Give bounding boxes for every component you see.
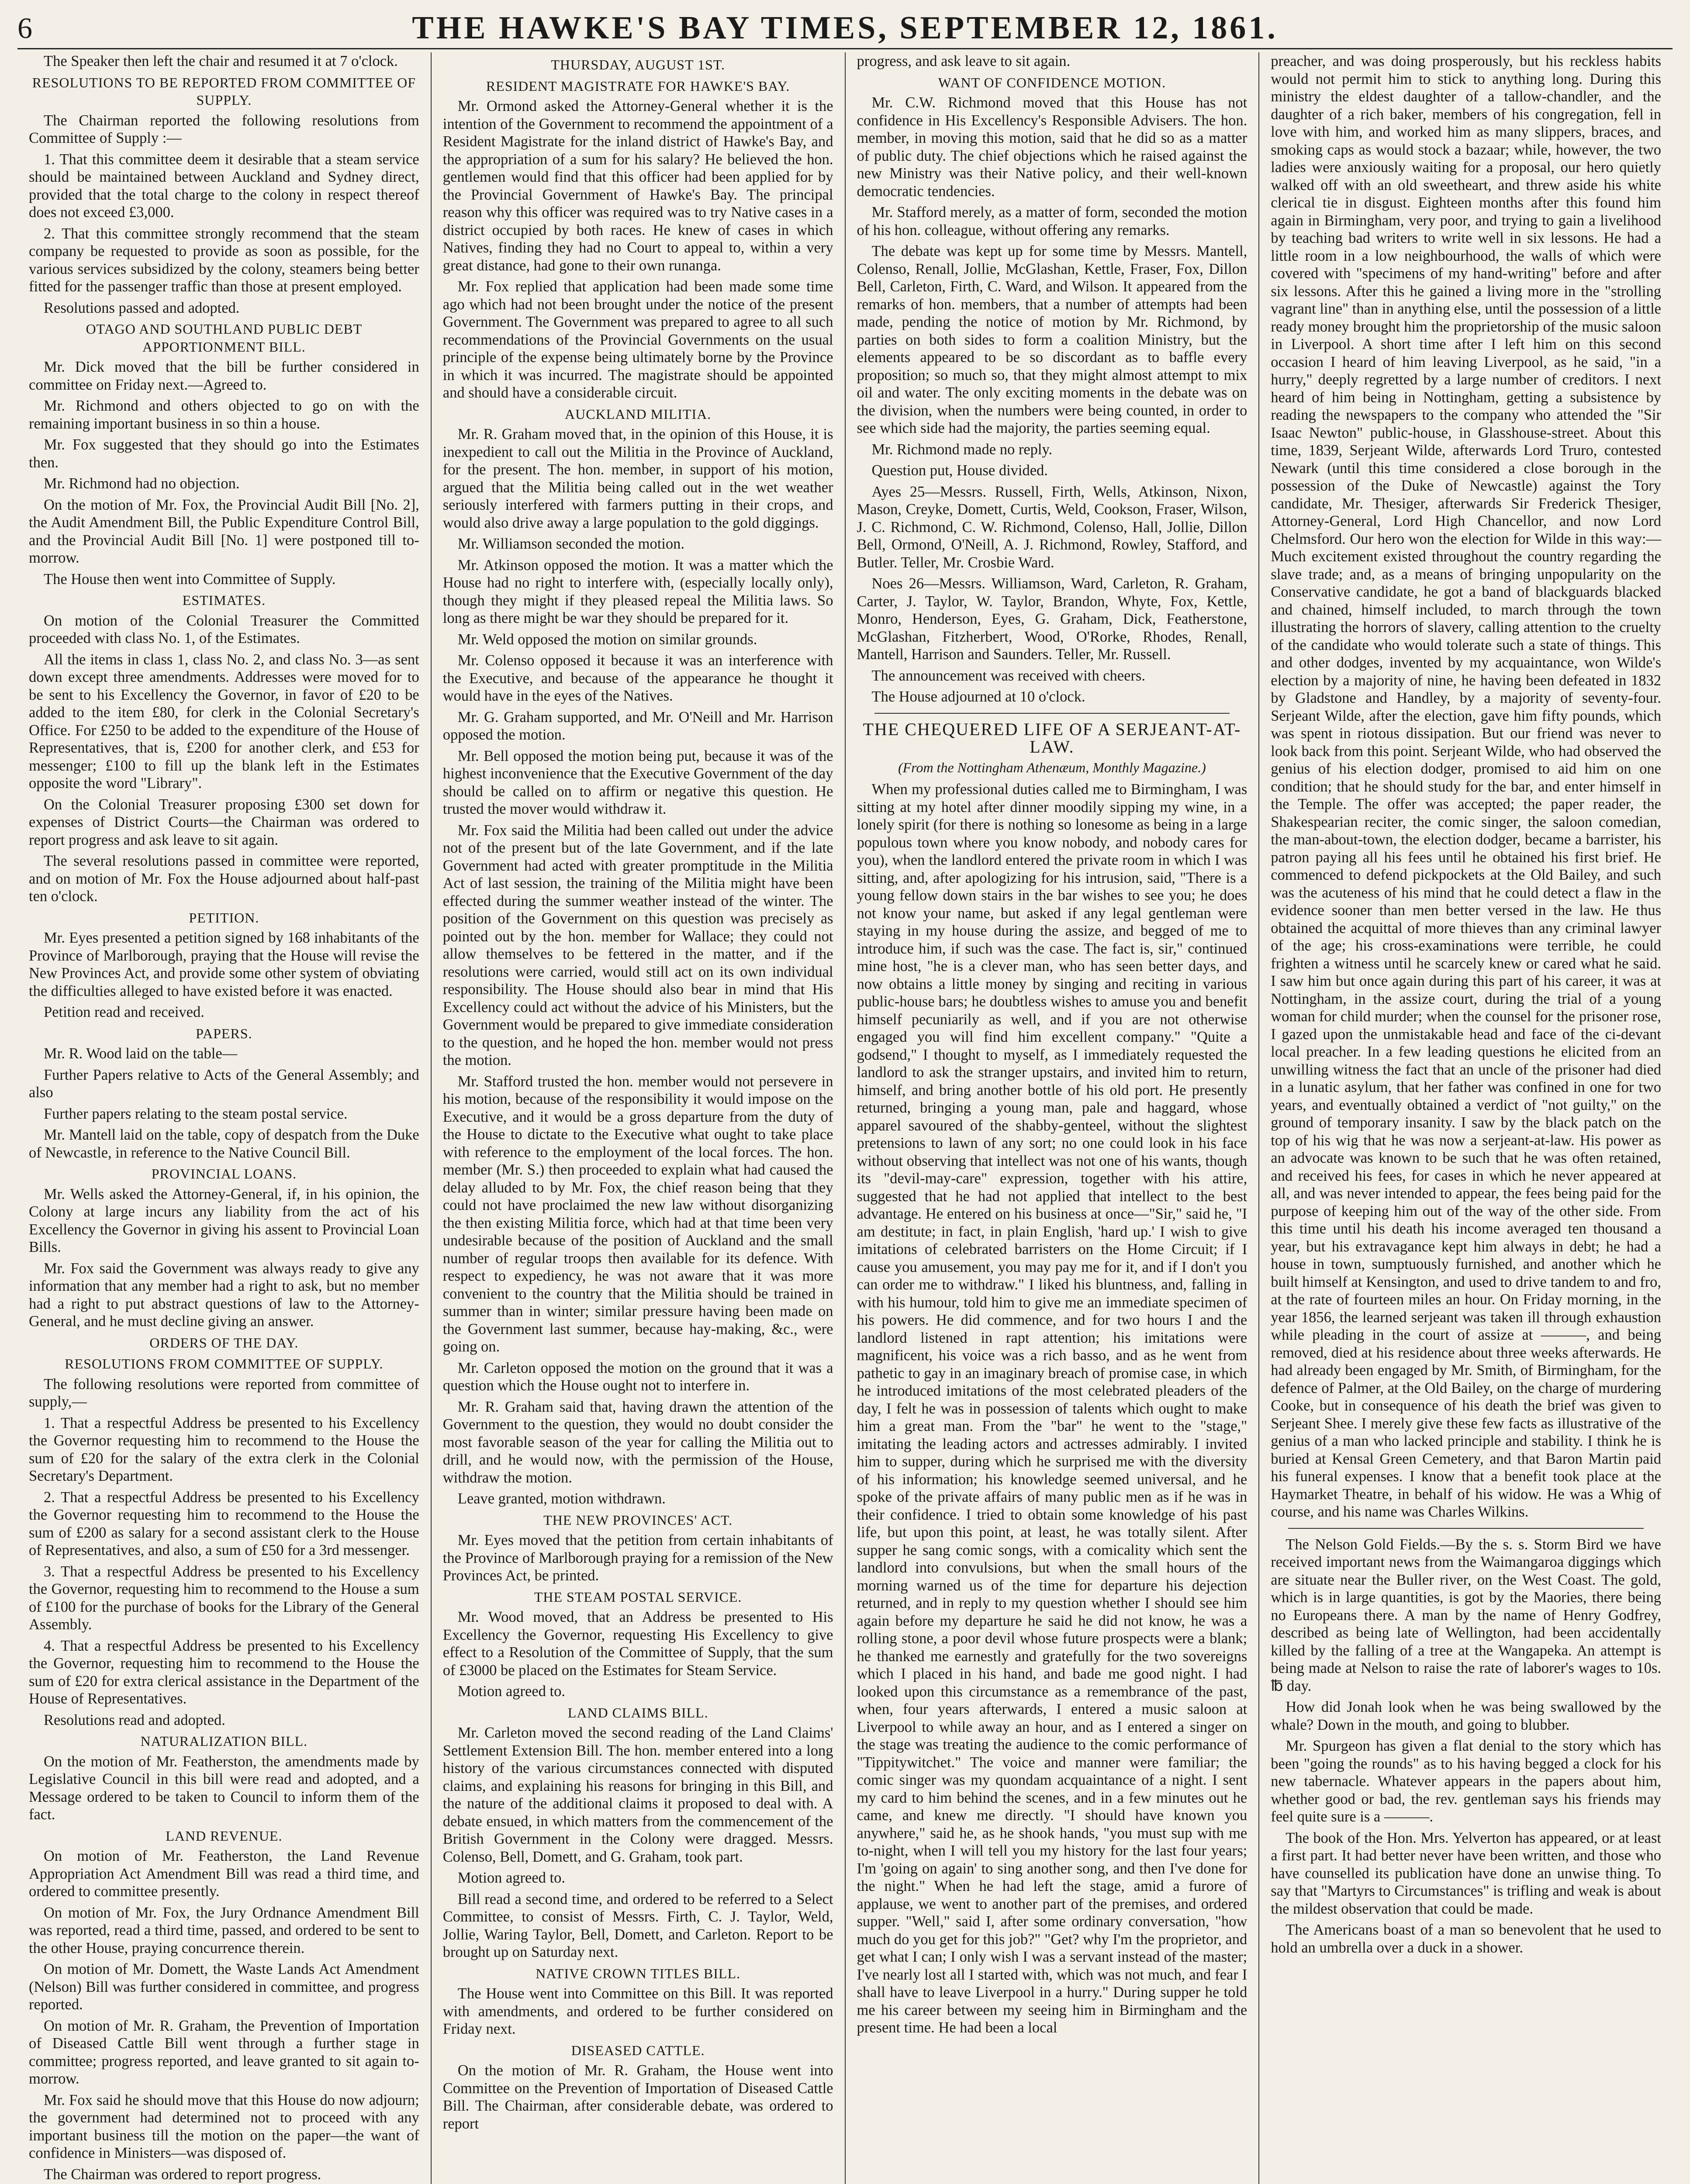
section-heading: RESOLUTIONS FROM COMMITTEE OF SUPPLY. bbox=[65, 1356, 384, 1372]
section-heading: RESOLUTIONS TO BE REPORTED FROM COMMITTEE OF SUPPLY. bbox=[32, 74, 416, 108]
paragraph: Mr. C.W. Richmond moved that this House has not confidence in His Excellency's Responsible Advisers. The hon. member, in moving this motion, said that he did so as a matter of public duty. The chief objections which he raised against the new Ministry was their Native policy, and their well-known democratic tendencies. bbox=[857, 94, 1248, 200]
section-heading: AUCKLAND MILITIA. bbox=[565, 406, 712, 422]
paragraph: The Nelson Gold Fields.—By the s. s. Storm Bird we have received important news from the Waimangaroa diggings which are situate near the Buller river, on the West Coast. The gold, which is in large quantities, is got by the Maories, there being no Europeans there. A man by the name of Henry Godfrey, described as being late of Wellington, had been accidentally killed by the falling of a tree at the Wangapeka. An attempt is being made at Nelson to raise the rate of laborer's wages to 10s. ℔ day. bbox=[1271, 1536, 1661, 1694]
article-title: THE CHEQUERED LIFE OF A SERJEANT-AT-LAW. bbox=[863, 719, 1241, 757]
paragraph: How did Jonah look when he was being swallowed by the whale? Down in the mouth, and going to blubber. bbox=[1271, 1699, 1661, 1733]
paragraph: On motion of Mr. Domett, the Waste Lands Act Amendment (Nelson) Bill was further considered in committee, and progress reported. bbox=[29, 1961, 419, 2013]
paragraph: On motion of the Colonial Treasurer the Committed proceeded with class No. 1, of the Estimates. bbox=[29, 612, 419, 646]
section-heading: THURSDAY, AUGUST 1ST. bbox=[551, 57, 725, 73]
column-1 bbox=[17, 52, 432, 2184]
paragraph: On the motion of Mr. Featherston, the amendments made by Legislative Council in this bill were read and adopted, and a Message ordered to be taken to Council to inform them of the fact. bbox=[29, 1753, 419, 1823]
paragraph: Mr. Stafford trusted the hon. member would not persevere in his motion, because of the responsibility it would impose on the Executive, and it would be a gross departure from the duty of the House to dictate to the Executive what ought to take place with reference to the employment of the local forces. The hon. member (Mr. S.) then proceeded to explain what had caused the delay alluded to by Mr. Fox, the chief reason being that they could not have proclaimed the new law without disorganizing the then existing Militia force, which had at that time been very undesirable because of the position of Auckland and the small number of regular troops then available for its defence. With respect to expediency, he was not aware that it was more convenient to the country that the Militia should be trained in summer than in winter; similar pressure having been made on the Government last summer, because hay-making, &c., were going on. bbox=[442, 1073, 833, 1355]
section-heading: NATIVE CROWN TITLES BILL. bbox=[536, 1965, 741, 1981]
paragraph-continued: progress, and ask leave to sit again. bbox=[857, 53, 1071, 69]
paragraph: Resolutions read and adopted. bbox=[44, 1711, 225, 1728]
masthead bbox=[17, 8, 1673, 49]
paragraph: Mr. Eyes presented a petition signed by 168 inhabitants of the Province of Marlborough, praying that the House will revise the New Provinces Act, and provide some other system of obviating the difficulties alleged to have existed before it was enacted. bbox=[29, 930, 419, 999]
paragraph: Noes 26—Messrs. Williamson, Ward, Carleton, R. Graham, Carter, J. Taylor, W. Taylor, Brandon, Whyte, Fox, Kettle, Monro, Henderson, Eyes, G. Graham, Dick, Featherstone, McGlashan, Fitzherbert, Wood, O'Rorke, Rhodes, Renall, Mantell, Harrison and Saunders. Teller, Mr. Russell. bbox=[857, 575, 1248, 663]
paragraph: The Chairman reported the following resolutions from Committee of Supply :— bbox=[29, 112, 419, 146]
paragraph: 3. That a respectful Address be presented to his Excellency the Governor, requesting him to recommend to the House a sum of £100 for the purchase of books for the Library of the General Assembly. bbox=[29, 1563, 419, 1633]
paragraph: 4. That a respectful Address be presented to his Excellency the Governor, requesting him to recommend to the House the sum of £20 for extra clerical assistance in the Department of the House of Representatives. bbox=[29, 1637, 419, 1707]
paragraph: The book of the Hon. Mrs. Yelverton has appeared, or at least a first part. It had better never have been written, and those who have counselled its publication have done an unwise thing. To say that "Martyrs to Circumstances" is trifling and weak is about the mildest observation that could be made. bbox=[1271, 1829, 1661, 1917]
paragraph: On motion of Mr. Fox, the Jury Ordnance Amendment Bill was reported, read a third time, passed, and ordered to be sent to the other House, praying concurrence therein. bbox=[29, 1904, 419, 1956]
paragraph: On the motion of Mr. R. Graham, the House went into Committee on the Prevention of Importation of Diseased Cattle Bill. The Chairman, after considerable debate, was ordered to report bbox=[442, 2062, 833, 2132]
paragraph: Mr. Ormond asked the Attorney-General whether it is the intention of the Government to recommend the appointment of a Resident Magistrate for the inland district of Hawke's Bay, and the appropriation of a sum for his salary? He believed the hon. gentlemen would find that this officer had been applied for by the Provincial Government of Hawke's Bay. The principal reason why this officer was required was to try Native cases in a district occupied by both races. He knew of cases in which Natives, finding they had no Court to appeal to, within a very great distance, had gone to their own runanga. bbox=[442, 98, 833, 274]
paragraph: All the items in class 1, class No. 2, and class No. 3—as sent down except three amendments. Addresses were moved for to be sent to his Excellency the Governor, in favor of £20 to be added to the item £80, for clerk in the Colonial Secretary's Office. For £250 to be added to the expenditure of the House of Representatives, that is, £200 for another clerk, and £53 for messenger; £100 to fill up the blank left in the Estimates opposite the word "Library". bbox=[29, 651, 419, 791]
paragraph: On the motion of Mr. Fox, the Provincial Audit Bill [No. 2], the Audit Amendment Bill, the Public Expenditure Control Bill, and the Provincial Audit Bill [No. 1] were postponed till to-morrow. bbox=[29, 496, 419, 566]
paragraph: The Speaker then left the chair and resumed it at 7 o'clock. bbox=[44, 53, 398, 69]
section-heading: RESIDENT MAGISTRATE FOR HAWKE'S BAY. bbox=[486, 78, 790, 94]
section-rule bbox=[1288, 1528, 1644, 1529]
paragraph: Further Papers relative to Acts of the General Assembly; and also bbox=[29, 1066, 419, 1101]
section-heading: PAPERS. bbox=[196, 1025, 252, 1041]
paragraph: The debate was kept up for some time by Messrs. Mantell, Colenso, Renall, Jollie, McGlashan, Kettle, Fraser, Fox, Dillon Bell, Carleton, Firth, C. Ward, and Wilson. It appeared from the remarks of hon. members, that a number of attempts had been made, pending the notice of motion by Mr. Richmond, by parties on both sides to form a coalition Ministry, but the elements appeared to be so discordant as to baffle every proposition; so much so, that they might almost attempt to mix oil and water. The only exciting moments in the debate was on the division, when the numbers were being counted, in order to see which side had the majority, the parties seeming equal. bbox=[857, 243, 1248, 436]
paragraph: Mr. Dick moved that the bill be further considered in committee on Friday next.—Agreed to. bbox=[29, 359, 419, 393]
paragraph: Motion agreed to. bbox=[457, 1683, 565, 1700]
section-heading: PROVINCIAL LOANS. bbox=[151, 1166, 297, 1182]
paragraph: On the Colonial Treasurer proposing £300 set down for expenses of District Courts—the Chairman was ordered to report progress and ask leave to sit again. bbox=[29, 796, 419, 848]
paragraph: Mr. Fox suggested that they should go into the Estimates then. bbox=[29, 436, 419, 471]
paragraph: Mr. R. Graham moved that, in the opinion of this House, it is inexpedient to call out the Militia in the Province of Auckland, for the present. The hon. member, in support of his motion, argued that the Militia being called out in the wet weather seriously interfered with farmers putting in their crops, and would also drive away a large population to the gold diggings. bbox=[442, 426, 833, 531]
paragraph: The Americans boast of a man so benevolent that he used to hold an umbrella over a duck in a shower. bbox=[1271, 1921, 1661, 1956]
paragraph: On motion of Mr. R. Graham, the Prevention of Importation of Diseased Cattle Bill went through a further stage in committee; progress reported, and leave granted to sit again to-morrow. bbox=[29, 2017, 419, 2087]
section-heading: ORDERS OF THE DAY. bbox=[149, 1334, 299, 1351]
paragraph: On motion of Mr. Featherston, the Land Revenue Appropriation Act Amendment Bill was read a third time, and ordered to committee presently. bbox=[29, 1848, 419, 1900]
section-rule bbox=[874, 713, 1230, 714]
paragraph: Mr. Colenso opposed it because it was an interference with the Executive, and because of the appearance he thought it would have in the eyes of the Natives. bbox=[442, 652, 833, 704]
section-heading: LAND CLAIMS BILL. bbox=[567, 1704, 708, 1721]
paragraph: Mr. Richmond had no objection. bbox=[44, 475, 240, 492]
newspaper-title: THE HAWKE'S BAY TIMES, SEPTEMBER 12, 1861. bbox=[412, 10, 1278, 46]
section-heading: THE NEW PROVINCES' ACT. bbox=[543, 1512, 733, 1528]
column-2 bbox=[432, 52, 846, 2184]
paragraph: Resolutions passed and adopted. bbox=[44, 299, 240, 316]
paragraph: Mr. R. Graham said that, having drawn the attention of the Government to the question, they would no doubt consider the most favorable season of the year for calling the Militia out to drill, and he would now, with the permission of the House, withdraw the motion. bbox=[442, 1398, 833, 1486]
section-heading: THE STEAM POSTAL SERVICE. bbox=[534, 1589, 742, 1605]
paragraph: Mr. Weld opposed the motion on similar grounds. bbox=[457, 631, 757, 648]
article-subtitle: (From the Nottingham Athenæum, Monthly Magazine.) bbox=[898, 759, 1206, 775]
column-3 bbox=[846, 52, 1260, 2184]
section-heading: LAND REVENUE. bbox=[166, 1828, 283, 1844]
paragraph: Mr. Carleton moved the second reading of the Land Claims' Settlement Extension Bill. The hon. member entered into a long history of the various circumstances connected with disputed claims, and explaining his reasons for bringing in this Bill, and the nature of the additional claims it proposed to deal with. A debate ensued, in which matters from the commencement of the British Government in the Colony were dragged. Messrs. Colenso, Bell, Domett, and G. Graham, took part. bbox=[442, 1724, 833, 1865]
paragraph: The House went into Committee on this Bill. It was reported with amendments, and ordered to be further considered on Friday next. bbox=[442, 1985, 833, 2037]
paragraph: Mr. Bell opposed the motion being put, because it was of the highest inconvenience that the Executive Government of the day should be called on to affirm or negative this question. He trusted the mover would withdraw it. bbox=[442, 747, 833, 817]
paragraph-continued: preacher, and was doing prosperously, but his reckless habits would not permit him to stick to anything long. During this ministry the eldest daughter of a tallow-chandler, and the daughter of a rich baker, members of his congregation, fell in love with him, and worked him as many slippers, braces, and smoking caps as would stock a bazaar; while, however, the two ladies were anxiously waiting for a proposal, our hero quietly walked off with an old sweetheart, and threw aside his white clerical tie in disgust. Eighteen months after this found him again in Birmingham, very poor, and trying to gain a livelihood by teaching bad writers to write well in six lessons. He had a little room in a low neighbourhood, the walls of which were covered with "specimens of my hand-writing" before and after six lessons. After this he gained a living more in the "strolling vagrant line" than in anything else, until the possession of a little ready money brought him the proprietorship of the music saloon in Liverpool. A short time after I left him on this second occasion I heard of him leaving Liverpool, as he said, "in a hurry," deeply regretted by a large number of creditors. I next heard of him being in Nottingham, getting a subsistence by reading the newspapers to the company who attended the "Sir Isaac Newton" public-house, in Glasshouse-street. About this time, 1839, Serjeant Wilde, afterwards Lord Truro, contested Newark (until this time considered a close borough in the possession of the Duke of Newcastle) against the Tory candidate, Mr. Thesiger, afterwards Sir Frederick Thesiger, Attorney-General, Lord High Chancellor, and now Lord Chelmsford. Our hero won the election for Wilde in this way:—Much excitement existed throughout the country regarding the slave trade; and, as a means of bringing unpopularity on the Conservative candidate, he got a band of blackguards blacked and chained, himself included, to march through the town illustrating the horrors of slavery, calling attention to the cruelty of the candidate who would tolerate such a state of things. This and other dodges, invented by my acquaintance, won Wilde's election by a majority of nine, he having been defeated in 1832 by Gladstone and Handley, by a majority of seventy-four. Serjeant Wilde, after the election, gave him fifty pounds, which was spent in riotous dissipation. But our friend was never to look back from this point. Serjeant Wilde, who had observed the genius of his election dodger, promised to aid him on one condition; that he should study for the bar, and enter himself in the Temple. The offer was accepted; the paper reader, the Shakespearian reciter, the comic singer, the saloon comedian, the man-about-town, the election dodger, became a barrister, his patron paying all his fees until he obtained his first brief. He commenced to defend pickpockets at the Old Bailey, and such was the acuteness of his mind that he could detect a flaw in the evidence sooner than men better versed in the law. He thus obtained the acquittal of more thieves than any criminal lawyer of the age; his cross-examinations were terrible, he could frighten a witness until he scarcely knew or cared what he said. I saw him but once again during this part of his career, it was at Nottingham, in the assize court, during the trial of a young woman for child murder; when the counsel for the prisoner rose, I gazed upon the unmistakable head and face of the ci-devant local preacher. In a few leading questions he elicited from an unwilling witness the fact that an uncle of the prisoner had died in a lunatic asylum, that her father was confined in one for two years, and eventually obtained a verdict of "not guilty," on the ground of temporary insanity. I saw by the black patch on the top of his wig that he was now a serjeant-at-law. His power as an advocate was known to be such that he was often retained, and received his fees, for cases in which he never appeared at all, and was never intended to appear, the fees being paid for the purpose of keeping him out of the way of the other side. From this time until his death his income averaged ten thousand a year, but his extravagance kept him always in debt; he had a house in town, sumptuously furnished, and another which he built himself at Kensington, and used to drive tandem to and fro, at the rate of fourteen miles an hour. On Friday morning, in the year 1856, the learned serjeant was taken ill through exhaustion while pleading in the court of assize at ———, and being removed, died at his residence about three weeks afterwards. He had already been engaged by Mr. Smith, of Birmingham, for the defence of Palmer, at the Old Bailey, on the charge of murdering Cooke, but in consequence of his death the brief was given to Serjeant Shee. I merely give these few facts as illustrative of the genius of a man who lacked principle and stability. I think he is buried at Kensal Green Cemetery, and that Baron Martin paid his funeral expenses. I know that a benefit took place at the Haymarket Theatre, in behalf of his widow. He was a Whig of course, and his name was Charles Wilkins. bbox=[1271, 53, 1661, 1520]
paragraph: Mr. G. Graham supported, and Mr. O'Neill and Mr. Harrison opposed the motion. bbox=[442, 708, 833, 743]
paragraph: The House then went into Committee of Supply. bbox=[44, 570, 336, 587]
paragraph: Mr. Fox said the Government was always ready to give any information that any member had a right to ask, but no member had a right to put abstract questions of law to the Attorney-General, and he must decline giving an answer. bbox=[29, 1260, 419, 1330]
paragraph: The House adjourned at 10 o'clock. bbox=[871, 688, 1085, 705]
paragraph: The Chairman was ordered to report progress. bbox=[44, 2166, 321, 2183]
paragraph: The several resolutions passed in committee were reported, and on motion of Mr. Fox the House adjourned about half-past ten o'clock. bbox=[29, 853, 419, 905]
section-heading: WANT OF CONFIDENCE MOTION. bbox=[938, 74, 1166, 90]
paragraph: Mr. Carleton opposed the motion on the ground that it was a question which the House ought not to interfere in. bbox=[442, 1359, 833, 1394]
paragraph: Further papers relating to the steam postal service. bbox=[44, 1105, 348, 1122]
paragraph: 1. That a respectful Address be presented to his Excellency the Governor requesting him to recommend to the House the sum of £20 for the salary of the extra clerk in the Colonial Secretary's Department. bbox=[29, 1414, 419, 1484]
paragraph: Question put, House divided. bbox=[871, 462, 1048, 479]
paragraph: Leave granted, motion withdrawn. bbox=[457, 1490, 666, 1507]
page-number: 6 bbox=[17, 11, 32, 45]
paragraph: Mr. R. Wood laid on the table— bbox=[44, 1045, 238, 1062]
paragraph: Mr. Fox replied that application had been made some time ago which had not been brought under the notice of the present Government. The Government was prepared to agree to all such recommendations of the Provincial Governments on the usual principle of the expense being ultimately borne by the Province in which it was incurred. The magistrate should be appointed and should have a considerable circuit. bbox=[442, 278, 833, 401]
paragraph: Petition read and received. bbox=[44, 1004, 204, 1020]
paragraph: Mr. Atkinson opposed the motion. It was a matter which the House had no right to interfere with, (especially locally only), though they might if they pleased repeal the Militia laws. So long as there might be war they should be prepared for it. bbox=[442, 556, 833, 626]
paragraph: Mr. Richmond and others objected to go on with the remaining important business in so thin a house. bbox=[29, 397, 419, 432]
section-heading: OTAGO AND SOUTHLAND PUBLIC DEBT APPORTIONMENT BILL. bbox=[86, 321, 363, 355]
paragraph: 2. That a respectful Address be presented to his Excellency the Governor requesting him to recommend to the House the sum of £200 as salary for a second assistant clerk to the House of Representatives, and also, a sum of £50 for a 3rd messenger. bbox=[29, 1489, 419, 1559]
paragraph: Mr. Fox said the Militia had been called out under the advice not of the present but of the late Government, and if the late Government had acted with greater promptitude in the Militia Act of last session, the training of the Militia might have been effected during the summer weather instead of the winter. The position of the Government on this question was precisely as pointed out by the hon. member for Wallace; they could not allow themselves to be fettered in the matter, and if the resolutions were carried, would still act on its own individual responsibility. The House should also bear in mind that His Excellency could act without the advice of his Ministers, but the Government would be prepared to give immediate consideration to the question, and he hoped the hon. member would not press the motion. bbox=[442, 822, 833, 1068]
paragraph: Mr. Spurgeon has given a flat denial to the story which has been "going the rounds" as to his having begged a clock for his new tabernacle. Whatever appears in the papers about him, whether good or bad, the rev. gentleman says his friends may feel quite sure is a ———. bbox=[1271, 1738, 1661, 1825]
section-heading: NATURALIZATION BILL. bbox=[140, 1733, 308, 1749]
section-heading: ESTIMATES. bbox=[182, 592, 266, 608]
paragraph: Mr. Richmond made no reply. bbox=[871, 441, 1053, 458]
paragraph: Bill read a second time, and ordered to be referred to a Select Committee, to consist of Messrs. Firth, C. J. Taylor, Weld, Jollie, Waring Taylor, Bell, Domett, and Carleton. Report to be brought up on Saturday next. bbox=[442, 1890, 833, 1960]
paragraph: When my professional duties called me to Birmingham, I was sitting at my hotel after dinner moodily sipping my wine, in a lonely spirit (for there is nothing so lonesome as being in a large populous town where you know nobody, and nobody cares for you), when the landlord entered the private room in which I was sitting, and, after apologizing for his intrusion, said, "There is a young fellow down stairs in the bar wishes to see you; he does not know your name, but asked if any legal gentleman were staying in my house during the assize, and begged of me to introduce him, if such was the case. The fact is, sir," continued mine host, "he is a clever man, who has seen better days, and now obtains a little money by singing and reciting in various public-house bars; he doubtless wishes to amuse you and benefit himself pecuniarily as well, and if you are not otherwise engaged you will find him excellent company." "Quite a godsend," I thought to myself, as I immediately requested the landlord to ask the stranger upstairs, and invited him to return, himself, and bring another bottle of his old port. He presently returned, bringing a young man, pale and haggard, whose apparel savoured of the shabby-genteel, without the slightest pretensions to lawn of any sort; no one could look in his face without observing that intellect was not one of his wants, though its "devil-may-care" expression, together with his attire, suggested that he had not applied that intellect to the best advantage. He entered on his business at once—"Sir," said he, "I am destitute; in fact, in plain English, 'hard up.' I wish to give imitations of celebrated barristers on the Home Circuit; if I cause you amusement, you may pay me for it, and if I don't you can order me to withdraw." I liked his bluntness, and, falling in with his humour, told him to give me an immediate specimen of his powers. He did commence, and for two hours I and the landlord listened in rapt attention; his imitations were magnificent, his voice was a rich basso, and as he went from pathetic to gay in an imaginary breach of promise case, in which he introduced imitations of the most celebrated pleaders of the day, I felt he was in possession of talents which ought to make him a great man. From the "bar" he went to the "stage," imitating the leading actors and actresses admirably. I invited him to supper, during which he surprised me with the diversity of his information; his knowledge seemed universal, and he spoke of the private affairs of many public men as if he was in their confidence. I tried to obtain some knowledge of his past life, but upon this point, at least, he was totally silent. After supper he sang comic songs, with a comicality which sent the landlord into convulsions, but when the small hours of the morning warned us of the time for departure his dejection returned, and in reply to my question whether I should see him again before my departure he said he did not know, he was a rolling stone, a poor devil whose future prospects were a blank; he thanked me earnestly and gratefully for the two sovereigns which I placed in his hand, and bade me good night. I had looked upon this circumstance as a remembrance of the past, when, four years afterwards, I entered a music saloon at Liverpool to while away an hour, and as I entered a singer on the stage was treating the audience to the comic performance of "Tippitywitchet." The voice and manner were familiar; the comic singer was my quondam acquaintance of a night. I sent my card to him behind the scenes, and in a few minutes out he came, and knew me directly. "I should have known you anywhere," said he, as he shook hands, "you must sup with me to-night, when I will tell you my history for the last four years; I'm 'going on again' to sing another song, and then I've done for the night." When he had left the stage, amid a furore of applause, we went to another part of the premises, and ordered supper. "Well," said I, after some ordinary conversation, "how much do you get for this job?" "Get? why I'm the proprietor, and get what I can; I only wish I was a servant instead of the master; I've nearly lost all I started with, which was not much, and fear I shall have to leave Liverpool in a hurry." During supper he told me his career between my seeing him in Birmingham and the present time. He had been a local bbox=[857, 781, 1248, 2036]
column-4 bbox=[1259, 52, 1673, 2184]
paragraph: Mr. Fox said he should move that this House do now adjourn; the government had determined not to proceed with any important business till the motion on the paper—the want of confidence in Ministers—was disposed of. bbox=[29, 2091, 419, 2161]
paragraph: Mr. Stafford merely, as a matter of form, seconded the motion of his hon. colleague, without offering any remarks. bbox=[857, 204, 1248, 238]
paragraph: The following resolutions were reported from committee of supply,— bbox=[29, 1375, 419, 1410]
paragraph: 1. That this committee deem it desirable that a steam service should be maintained between Auckland and Sydney direct, provided that the total charge to the colony in respect thereof does not exceed £3,000. bbox=[29, 151, 419, 221]
paragraph: 2. That this committee strongly recommend that the steam company be requested to provide as soon as possible, for the various services subsidized by the colony, steamers being better fitted for the passenger traffic than those at present employed. bbox=[29, 225, 419, 295]
paragraph: Motion agreed to. bbox=[457, 1870, 565, 1886]
paragraph: Mr. Eyes moved that the petition from certain inhabitants of the Province of Marlborough praying for a remission of the New Provinces Act, be printed. bbox=[442, 1532, 833, 1584]
section-heading: PETITION. bbox=[189, 909, 259, 926]
columns bbox=[17, 52, 1673, 2184]
paragraph: Mr. Mantell laid on the table, copy of despatch from the Duke of Newcastle, in reference to the Native Council Bill. bbox=[29, 1127, 419, 1161]
paragraph: Ayes 25—Messrs. Russell, Firth, Wells, Atkinson, Nixon, Mason, Creyke, Domett, Curtis, Weld, Cookson, Fraser, Wilson, J. C. Richmond, C. W. Richmond, Colenso, Hall, Jollie, Dillon Bell, Ormond, O'Neill, A. J. Richmond, Rowley, Stafford, and Butler. Teller, Mr. Crosbie Ward. bbox=[857, 483, 1248, 571]
section-heading: DISEASED CATTLE. bbox=[571, 2042, 705, 2058]
paragraph: The announcement was received with cheers. bbox=[871, 667, 1145, 684]
paragraph: Mr. Wood moved, that an Address be presented to His Excellency the Governor, requesting His Excellency to give effect to a Resolution of the Committee of Supply, that the sum of £3000 be placed on the Estimates for Steam Service. bbox=[442, 1609, 833, 1679]
paragraph: Mr. Williamson seconded the motion. bbox=[457, 536, 685, 552]
paragraph: Mr. Wells asked the Attorney-General, if, in his opinion, the Colony at large incurs any liability from the act of his Excellency the Governor in giving his assent to Provincial Loan Bills. bbox=[29, 1185, 419, 1255]
